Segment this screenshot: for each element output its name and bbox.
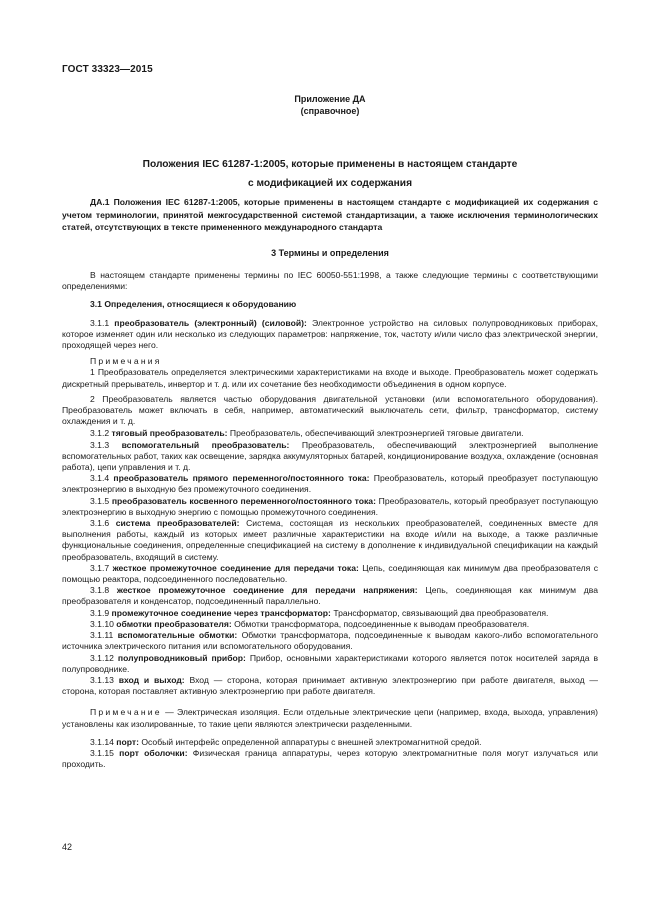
- term-3-1-12: 3.1.12 полупроводниковый прибор: Прибор, основными характеристиками которого является поток носителей заряда в полупроводнике.: [62, 652, 599, 674]
- standard-header: ГОСТ 33323—2015: [62, 64, 153, 75]
- term-3-1-1: 3.1.1 преобразователь (электронный) (силовой): Электронное устройство на силовых полупроводниковых приборах, которое изменяет один или несколько из следующих параметров: напряжение, ток, частоту и/или число фаз электрической энергии, проходящей через него.: [62, 317, 599, 351]
- note-isolation: Примечание — Электрическая изоляция. Если отдельные электрические цепи (например, входа, выхода, управления) установлены как изолированные, то такие цепи являются электрически разделенными.: [62, 707, 599, 729]
- clause-da1-label: ДА.1: [90, 197, 110, 207]
- section-3-body: [62, 270, 598, 770]
- appendix-note: (справочное): [300, 106, 360, 116]
- main-title: [62, 155, 598, 193]
- term-3-1-10: 3.1.10 обмотки преобразователя: Обмотки трансформатора, подсоединенные к выводам преобразователя.: [90, 618, 530, 629]
- appendix-heading: [62, 93, 598, 117]
- term-3-1-11: 3.1.11 вспомогательные обмотки: Обмотки трансформатора, подсоединенные к выводам какого-либо вспомогательного источника электрического питания или вспомогательного оборудования.: [62, 630, 598, 652]
- section-3-title: 3 Термины и определения: [271, 248, 389, 258]
- intro-paragraph: В настоящем стандарте применены термины по IEC 60050-551:1998, а также следующие термины с соответствующими определениями:: [62, 270, 598, 292]
- term-3-1-3: 3.1.3 вспомогательный преобразователь: Преобразователь, обеспечивающий электроэнергией выполнение вспомогательных работ, таких как освещение, зарядка аккумуляторных батарей, кондиционирование воздуха, охлаждение (основная работа), цепи управления и т. д.: [62, 439, 599, 473]
- main-title-line2: с модификацией их содержания: [247, 178, 413, 189]
- clause-da1: [62, 196, 598, 234]
- note-1: 1 Преобразователь определяется электрическими характеристиками на входе и выходе. Преобразователь может содержать дискретный прерыватель, инвертор и т. д. или их сочетание без необходимости объединения в одном корпусе.: [62, 367, 598, 389]
- term-3-1-8: 3.1.8 жесткое промежуточное соединение для передачи напряжения: Цепь, соединяющая как минимум два преобразователя и конденсатор, подсоединенный параллельно.: [62, 585, 599, 607]
- note-2: 2 Преобразователь является частью оборудования двигательной установки (или вспомогательного оборудования). Преобразователь может включать в себя, например, автоматический выключатель сети, фильтр, трансформатор, систему охлаждения и т. д.: [62, 393, 598, 427]
- clause-da1-text: Положения IEC 61287-1:2005, которые применены в настоящем стандарте с модификацией их содержания с учетом терминологии, принятой межгосударственной системой стандартизации, а также исключения терминологических статей, отсутствующих в тексте примененного международного стандарта: [62, 197, 598, 233]
- term-3-1-6: 3.1.6 система преобразователей: Система, состоящая из нескольких преобразователей, соединенных вместе для выполнения работы, каждый из которых имеет различные характеристики на входе и/или на выходе, а также различные функциональные соединения, определенные спецификацией на систему в дополнение к индивидуальной спецификации на каждый преобразователь, входящий в систему.: [62, 518, 599, 562]
- appendix-title: Приложение ДА: [294, 94, 366, 104]
- subsection-3-1-title: 3.1 Определения, относящиеся к оборудованию: [90, 299, 297, 310]
- page-number: 42: [62, 842, 73, 852]
- main-title-line1: Положения IEC 61287-1:2005, которые применены в настоящем стандарте: [142, 159, 518, 170]
- term-3-1-4: 3.1.4 преобразователь прямого переменного/постоянного тока: Преобразователь, который преобразует поступающую электроэнергию в выходную без промежуточного соединения.: [62, 473, 598, 495]
- term-3-1-14: 3.1.14 порт: Особый интерфейс определенной аппаратуры с внешней электромагнитной средой.: [90, 736, 482, 747]
- term-3-1-13: 3.1.13 вход и выход: Вход — сторона, которая принимает активную электроэнергию при работе двигателя, выход — сторона, которая поставляет активную электроэнергию при работе двигателя.: [62, 674, 598, 697]
- term-3-1-9: 3.1.9 промежуточное соединение через трансформатор: Трансформатор, связывающий два преобразователя.: [90, 607, 549, 618]
- term-3-1-15: 3.1.15 порт оболочки: Физическая граница аппаратуры, через которую электромагнитные поля могут излучаться или проходить.: [62, 747, 598, 770]
- notes-label: Примечания: [90, 356, 162, 367]
- term-3-1-2: 3.1.2 тяговый преобразователь: Преобразователь, обеспечивающий электроэнергией тяговые двигатели.: [90, 428, 524, 439]
- term-3-1-5: 3.1.5 преобразователь косвенного переменного/постоянного тока: Преобразователь, который преобразует поступающую электроэнергию в выходную энергию с помощью промежуточного соединения.: [62, 495, 599, 517]
- term-3-1-7: 3.1.7 жесткое промежуточное соединение для передачи тока: Цепь, соединяющая как минимум два преобразователя с помощью реактора, подсоединенного последовательно.: [62, 562, 599, 585]
